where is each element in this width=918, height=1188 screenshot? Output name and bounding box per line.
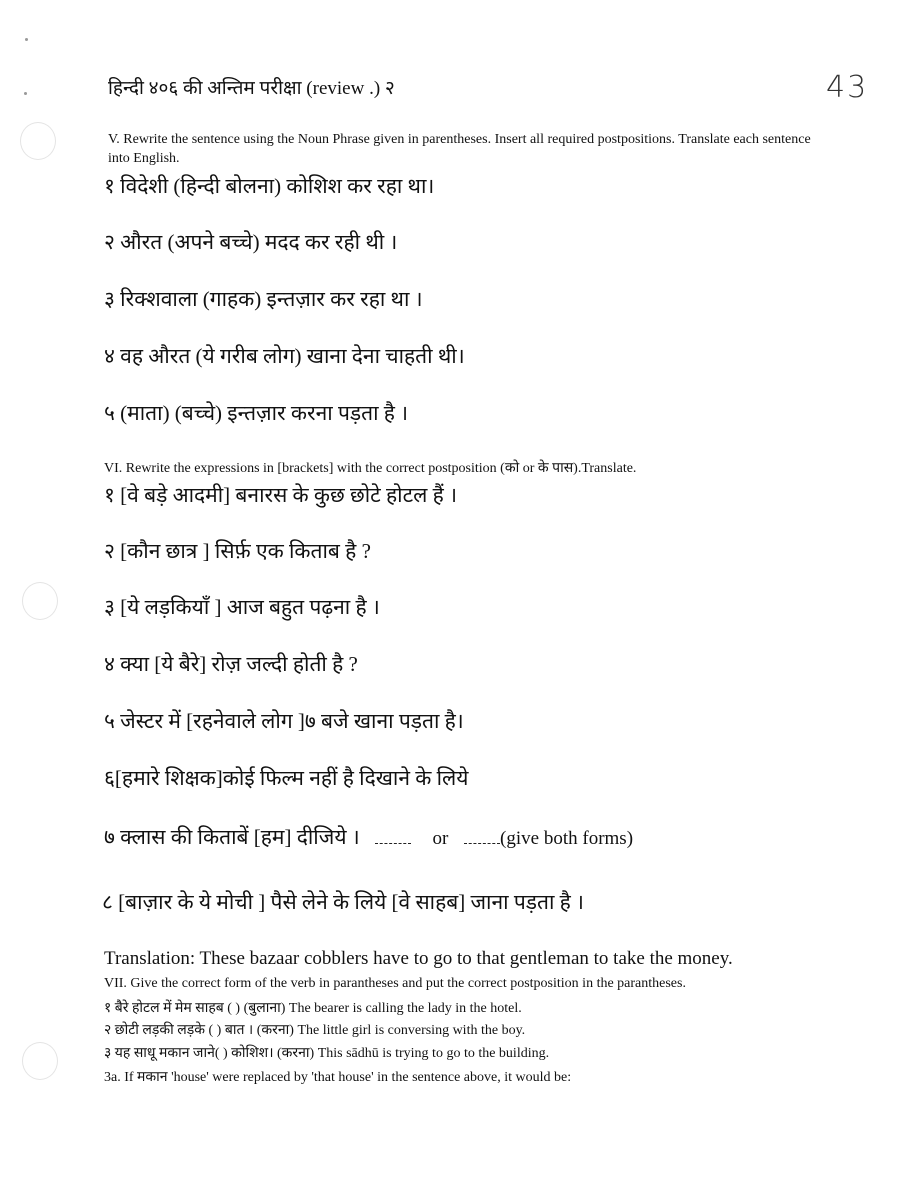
or-label: or — [432, 828, 449, 849]
section-6-item-6: ६[हमारे शिक्षक]कोई फिल्म नहीं है दिखाने के लिये — [104, 766, 469, 790]
give-both-forms-label: (give both forms) — [500, 828, 634, 849]
section-5-instruction: V. Rewrite the sentence using the Noun Phrase given in parentheses. Insert all required postpositions. Translate each sentence into English. — [108, 132, 811, 166]
section-6-item-8: ८ [बाज़ार के ये मोची ] पैसे लेने के लिये [वे साहब] जाना पड़ता है । — [102, 890, 585, 914]
section-6-item-7-text: ७ क्लास की किताबें [हम] दीजिये । — [104, 825, 360, 849]
section-7-item-3-hindi: ३ यह साधू मकान जाने( ) कोशिश। (करना) — [104, 1046, 315, 1061]
section-5-item-4: ४ वह औरत (ये गरीब लोग) खाना देना चाहती थी। — [104, 344, 465, 368]
answer-blank-1[interactable] — [375, 829, 411, 844]
translation-line: Translation: These bazaar cobblers have to go to that gentleman to take the money. — [104, 948, 733, 969]
section-6-item-3: ३ [ये लड़कियाँ ] आज बहुत पढ़ना है । — [104, 595, 380, 619]
section-7-item-3 — [104, 1043, 549, 1062]
section-6-item-1: १ [वे बड़े आदमी] बनारस के कुछ छोटे होटल हैं । — [104, 483, 458, 507]
section-7-note-3a — [104, 1067, 571, 1086]
punch-hole-bottom — [22, 1042, 58, 1080]
section-7-item-1 — [104, 998, 522, 1017]
answer-blank-2[interactable] — [464, 829, 500, 844]
note-hindi-word: मकान — [137, 1070, 168, 1085]
section-6-item-2: २ [कौन छात्र ] सिर्फ़ एक किताब है ? — [104, 539, 371, 563]
section-5-item-1: १ विदेशी (हिन्दी बोलना) कोशिश कर रहा था। — [104, 174, 435, 198]
section-6-instruction: VI. Rewrite the expressions in [brackets] with the correct postposition (को or के पास).Translate. — [104, 461, 637, 476]
section-7-item-2 — [104, 1020, 525, 1039]
section-7-item-3-english: This sādhū is trying to go to the building. — [317, 1046, 550, 1061]
page-title: हिन्दी ४०६ की अन्तिम परीक्षा (review .) २ — [108, 78, 395, 99]
section-5-item-2: २ औरत (अपने बच्चे) मदद कर रही थी । — [104, 230, 398, 254]
section-7-item-1-english: The bearer is calling the lady in the hotel. — [288, 1001, 522, 1016]
section-7-item-2-hindi: २ छोटी लड़की लड़के ( ) बात । (करना) — [104, 1023, 294, 1038]
note-prefix: 3a. If — [104, 1070, 134, 1085]
section-7-instruction: VII. Give the correct form of the verb in parantheses and put the correct postposition in the parantheses. — [104, 976, 686, 991]
section-6-item-7 — [104, 823, 633, 851]
punch-hole-middle — [22, 582, 58, 620]
section-6-item-4: ४ क्या [ये बैरे] रोज़ जल्दी होती है ? — [104, 652, 358, 676]
punch-hole-top — [20, 122, 56, 160]
handwritten-page-number: 43 — [826, 70, 869, 105]
section-5-item-3: ३ रिक्शवाला (गाहक) इन्तज़ार कर रहा था । — [104, 287, 423, 311]
section-7-item-1-hindi: १ बैरे होटल में मेम साहब ( ) (बुलाना) — [104, 1001, 286, 1016]
section-6-item-5: ५ जेस्टर में [रहनेवाले लोग ]७ बजे खाना पड़ता है। — [104, 709, 464, 733]
scan-speck — [24, 92, 27, 95]
note-rest: 'house' were replaced by 'that house' in the sentence above, it would be: — [171, 1070, 572, 1085]
section-5-item-5: ५ (माता) (बच्चे) इन्तज़ार करना पड़ता है । — [104, 401, 409, 425]
scan-speck — [25, 38, 28, 41]
section-7-item-2-english: The little girl is conversing with the boy. — [297, 1023, 526, 1038]
